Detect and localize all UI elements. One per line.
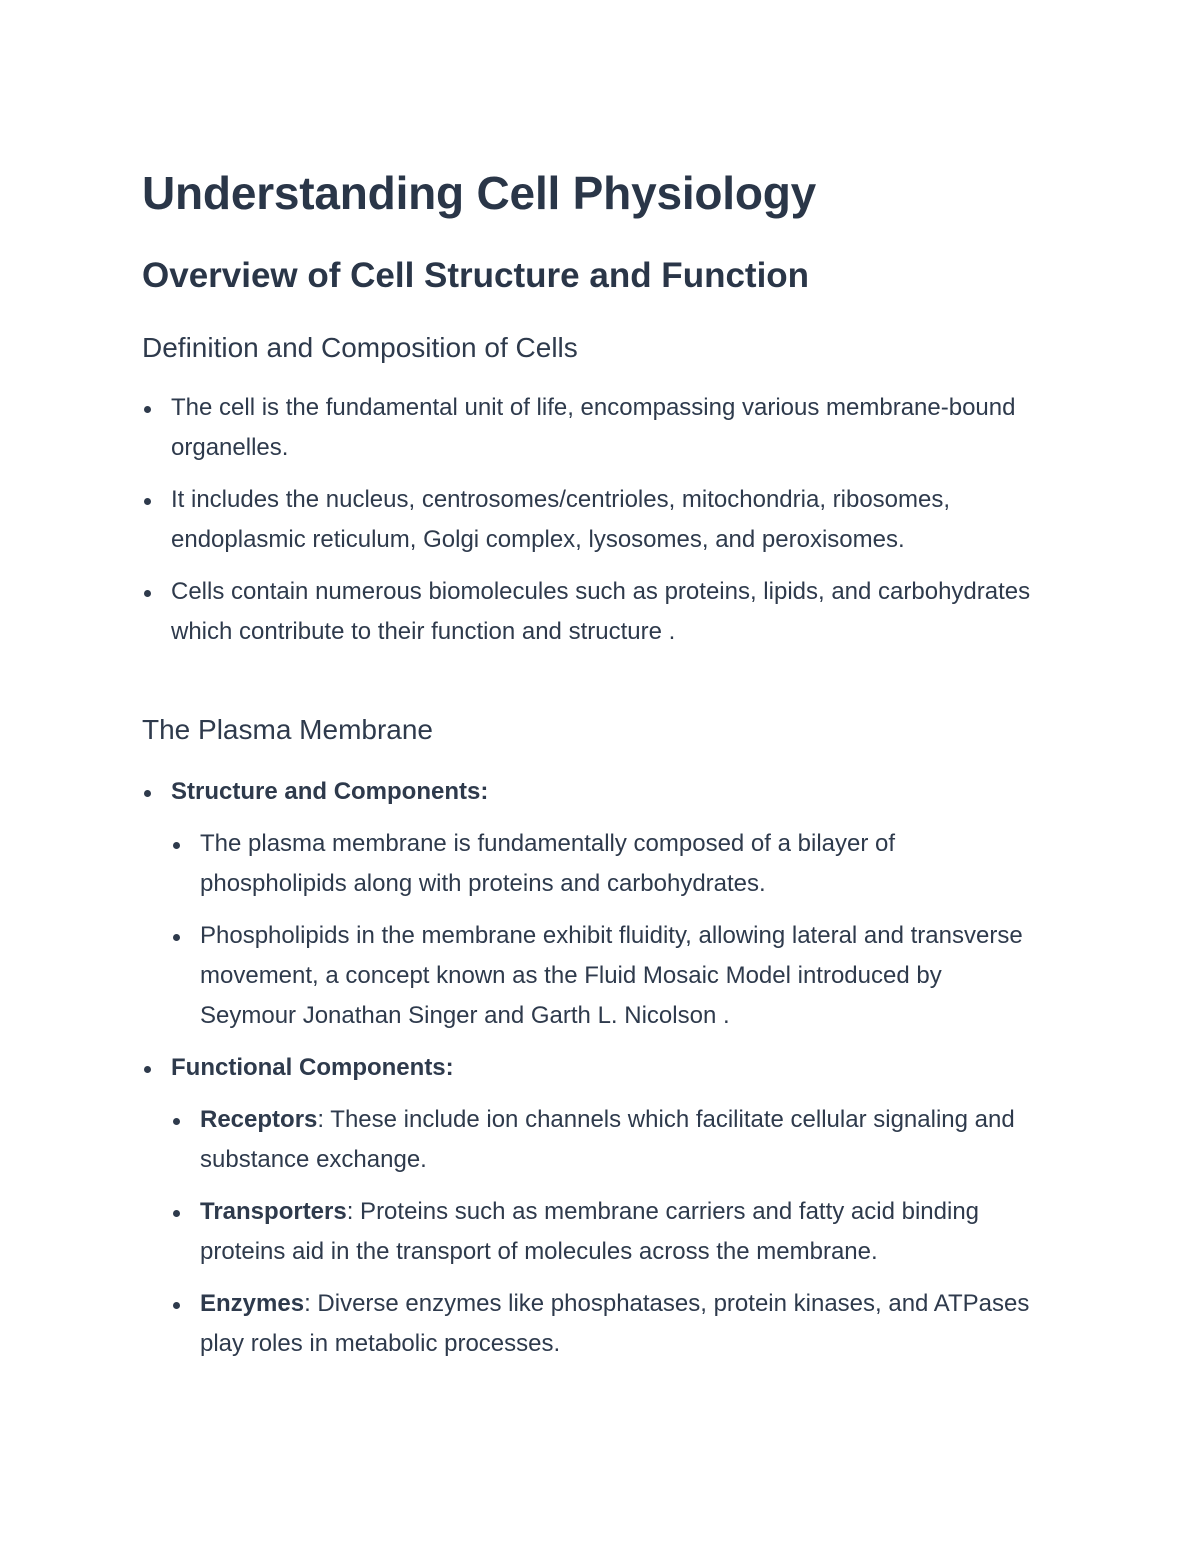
list-item-structure [142,772,1042,1036]
subsection-heading-definition: Definition and Composition of Cells [142,332,578,363]
term-label: Receptors [200,1106,318,1133]
term-label: Enzymes [200,1290,305,1317]
section-heading: Overview of Cell Structure and Function [142,256,810,295]
page-title: Understanding Cell Physiology [142,167,817,219]
plasma-membrane-list [142,772,1042,1376]
list-item [171,1192,1042,1272]
functional-sublist [171,1100,1042,1364]
list-item: Cells contain numerous biomolecules such as proteins, lipids, and carbohydrates which contribute to their function and structure . [142,572,1042,652]
term-description: : Diverse enzymes like phosphatases, protein kinases, and ATPases play roles in metabolic processes. [200,1290,1030,1357]
functional-label: Functional Components: [171,1054,454,1081]
definition-list [142,388,1042,664]
term-description: : Proteins such as membrane carriers and fatty acid binding proteins aid in the transport of molecules across the membrane. [200,1198,980,1265]
list-item: It includes the nucleus, centrosomes/centrioles, mitochondria, ribosomes, endoplasmic reticulum, Golgi complex, lysosomes, and peroxisomes. [142,480,1042,560]
term-label: Transporters [200,1198,347,1225]
list-item-functional [142,1048,1042,1364]
list-item: The plasma membrane is fundamentally composed of a bilayer of phospholipids along with proteins and carbohydrates. [171,824,1042,904]
list-item [171,1100,1042,1180]
term-description: : These include ion channels which facilitate cellular signaling and substance exchange. [200,1106,1015,1173]
structure-sublist [171,824,1042,1036]
list-item: The cell is the fundamental unit of life, encompassing various membrane-bound organelles. [142,388,1042,468]
list-item [171,1284,1042,1364]
list-item: Phospholipids in the membrane exhibit fluidity, allowing lateral and transverse movement, a concept known as the Fluid Mosaic Model introduced by Seymour Jonathan Singer and Garth L. Nicolson . [171,916,1042,1036]
subsection-heading-plasma-membrane: The Plasma Membrane [142,714,434,745]
structure-label: Structure and Components: [171,778,489,805]
